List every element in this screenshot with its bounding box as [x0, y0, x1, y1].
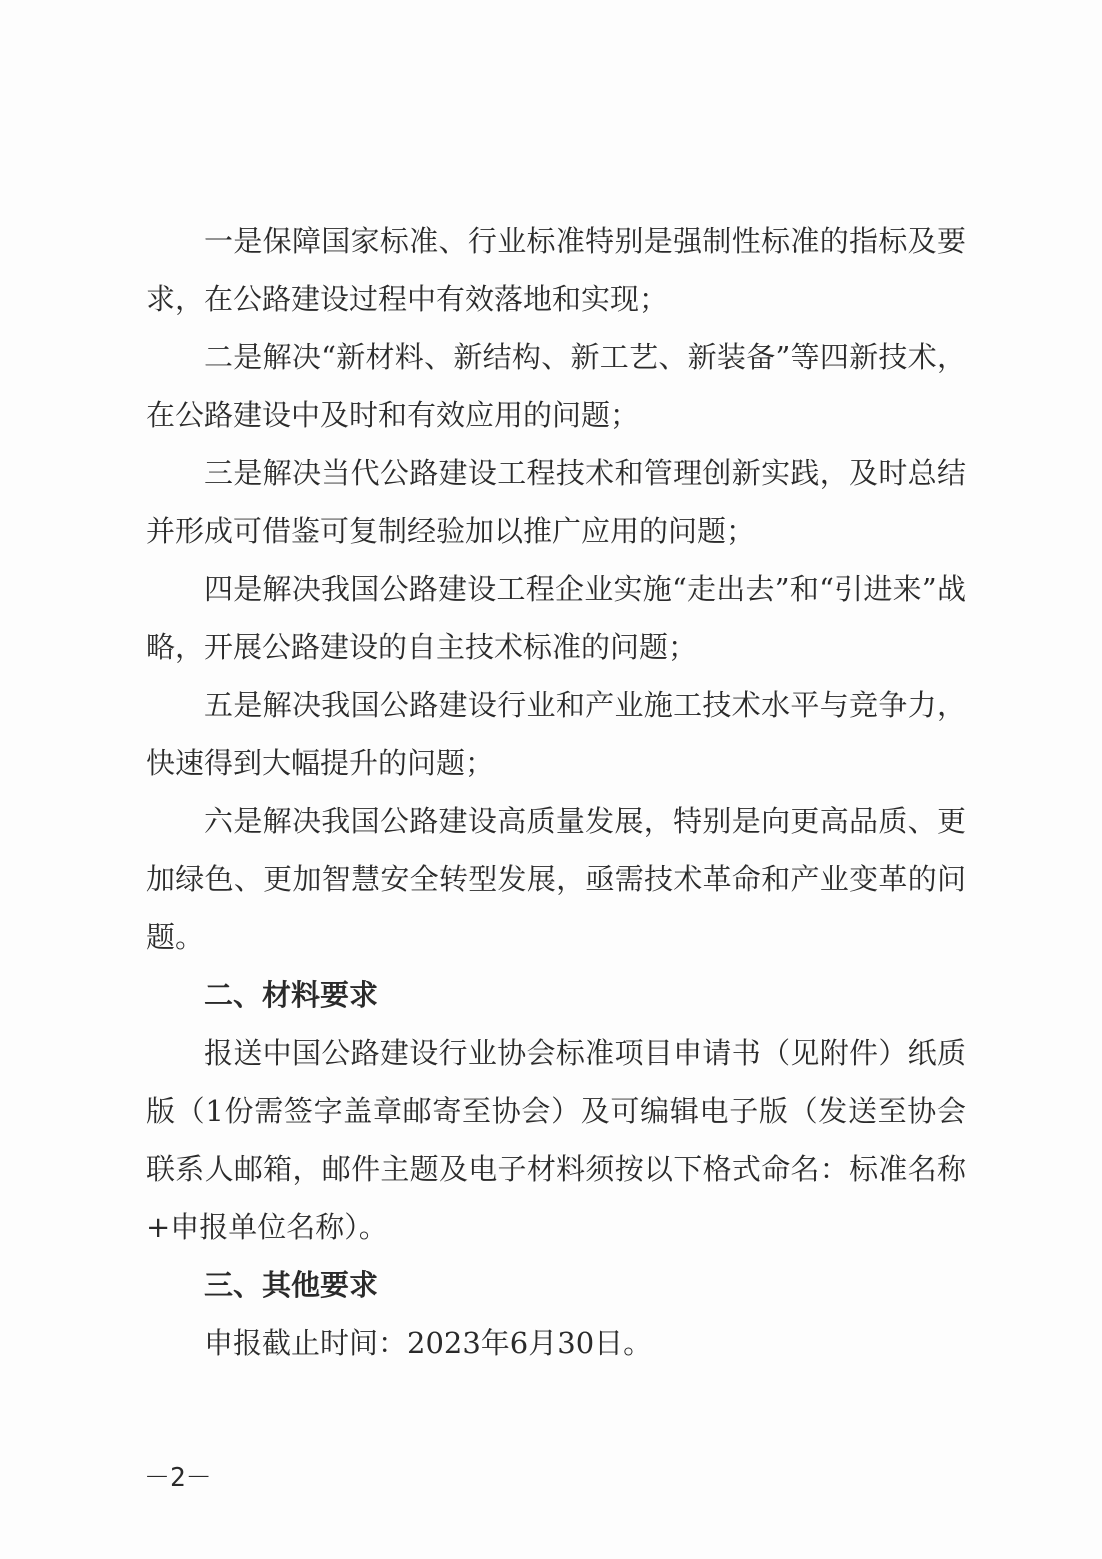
paragraph-3: 三是解决当代公路建设工程技术和管理创新实践，及时总结并形成可借鉴可复制经验加以推广应用的问题；: [146, 456, 966, 548]
paragraph-materials: 报送中国公路建设行业协会标准项目申请书（见附件）纸质版（1份需签字盖章邮寄至协会）及可编辑电子版（发送至协会联系人邮箱，邮件主题及电子材料须按以下格式命名：标准名称+申报单位名称）。: [146, 1036, 966, 1244]
section-heading-other: 三、其他要求: [204, 1268, 379, 1302]
paragraph-deadline: 申报截止时间：2023年6月30日。: [204, 1326, 653, 1360]
section-heading-materials: 二、材料要求: [204, 978, 379, 1012]
paragraph-6: 六是解决我国公路建设高质量发展，特别是向更高品质、更加绿色、更加智慧安全转型发展，亟需技术革命和产业变革的问题。: [146, 804, 966, 954]
paragraph-2: 二是解决“新材料、新结构、新工艺、新装备”等四新技术，在公路建设中及时和有效应用的问题；: [146, 340, 966, 432]
page-number: －2－: [144, 1463, 212, 1493]
paragraph-4: 四是解决我国公路建设工程企业实施“走出去”和“引进来”战略，开展公路建设的自主技术标准的问题；: [146, 572, 966, 664]
paragraph-5: 五是解决我国公路建设行业和产业施工技术水平与竞争力，快速得到大幅提升的问题；: [146, 688, 966, 780]
paragraph-1: 一是保障国家标准、行业标准特别是强制性标准的指标及要求，在公路建设过程中有效落地和实现；: [146, 224, 966, 316]
